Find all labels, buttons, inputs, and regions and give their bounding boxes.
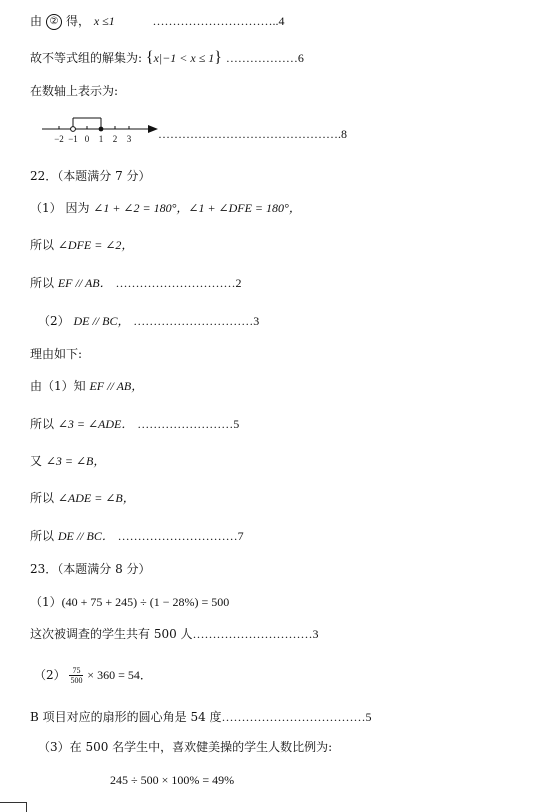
line-22-4 bbox=[38, 313, 259, 329]
angle-expr: ∠3 = ∠B， bbox=[45, 454, 106, 468]
number-line-tick-label: 0 bbox=[84, 134, 90, 144]
number-line-tick-label: −1 bbox=[68, 134, 78, 144]
step-label: 由（1）知 bbox=[30, 379, 86, 393]
line-22-8 bbox=[30, 453, 105, 469]
score-dots: ………………………………5 bbox=[221, 710, 372, 724]
line-23-5 bbox=[38, 739, 332, 755]
prefix-text: 由 bbox=[30, 14, 43, 28]
line-23-1 bbox=[30, 594, 229, 610]
calc-expr: × 360 = 54． bbox=[87, 668, 152, 682]
number-line-tick-label: 1 bbox=[98, 134, 104, 144]
step-label: 所以 bbox=[30, 238, 55, 252]
parallel-expr: DE // BC． bbox=[57, 529, 114, 543]
number-line-diagram bbox=[40, 114, 160, 148]
score-dots: ………………6 bbox=[225, 51, 304, 65]
open-point-minus-one bbox=[71, 127, 76, 132]
closed-point-one bbox=[99, 127, 104, 132]
step-label: （1） 因为 bbox=[30, 201, 90, 215]
line-23-2 bbox=[30, 626, 319, 642]
answer-text: B 项目对应的扇形的圆心角是 54 度 bbox=[30, 710, 222, 724]
step-label: （1） bbox=[30, 595, 62, 609]
score-dots: ……………………5 bbox=[137, 417, 240, 431]
angle-expr: ∠ADE = ∠B， bbox=[57, 491, 135, 505]
angle-expr: ∠1 + ∠2 = 180°，∠1 + ∠DFE = 180°， bbox=[93, 201, 301, 215]
question-22-header bbox=[30, 168, 151, 184]
line-22-2 bbox=[30, 237, 133, 253]
fraction-numerator: 75 bbox=[69, 666, 83, 676]
line-solution-set bbox=[30, 50, 304, 66]
step-label: 所以 bbox=[30, 276, 55, 290]
reason-text: 理由如下: bbox=[30, 347, 83, 361]
line-22-5 bbox=[30, 346, 82, 362]
step-label: 所以 bbox=[30, 529, 55, 543]
number-line-tick-label: 3 bbox=[126, 134, 132, 144]
number-line-tick-label: 2 bbox=[112, 134, 118, 144]
step-label: （2） bbox=[34, 668, 66, 682]
get-text: 得， bbox=[66, 14, 91, 28]
number-line-tick-label: −2 bbox=[54, 134, 64, 144]
step-label: 所以 bbox=[30, 417, 55, 431]
step-label: 所以 bbox=[30, 491, 55, 505]
angle-expr: ∠DFE = ∠2， bbox=[57, 238, 134, 252]
circled-number-2: ② bbox=[46, 14, 62, 30]
parallel-expr: EF // AB， bbox=[89, 379, 144, 393]
line-solution-x bbox=[30, 13, 284, 30]
line-22-6 bbox=[30, 378, 143, 394]
step-label: 又 bbox=[30, 454, 43, 468]
score-dots: …………………………3 bbox=[133, 314, 260, 328]
arrow-right-icon bbox=[148, 125, 158, 133]
inequality-expr: x ≤1 bbox=[93, 14, 115, 28]
step-label: （2） bbox=[38, 314, 70, 328]
parallel-expr: DE // BC， bbox=[73, 314, 130, 328]
line-22-10 bbox=[30, 528, 244, 544]
score-dots: ……………………………………….8 bbox=[158, 127, 347, 141]
fraction bbox=[69, 666, 83, 685]
calc-expr: (40 + 75 + 245) ÷ (1 − 28%) = 500 bbox=[61, 595, 230, 609]
line-23-6 bbox=[110, 772, 234, 788]
line-23-3 bbox=[34, 666, 152, 685]
solution-set-expr: x|−1 < x ≤ 1 bbox=[153, 51, 215, 65]
number-line-label: 在数轴上表示为: bbox=[30, 84, 119, 98]
question-header-text: 22．（本题满分 7 分） bbox=[30, 169, 151, 183]
answer-text: 这次被调查的学生共有 500 人 bbox=[30, 627, 193, 641]
line-number-line-score bbox=[158, 126, 347, 142]
score-dots: …………………………2 bbox=[115, 276, 242, 290]
brace-open: { bbox=[145, 49, 154, 66]
line-22-7 bbox=[30, 416, 239, 432]
score-dots: …………………………3 bbox=[192, 627, 319, 641]
score-dots: …………………………..4 bbox=[152, 14, 285, 28]
question-23-header bbox=[30, 561, 151, 577]
line-22-1 bbox=[30, 200, 301, 216]
parallel-expr: EF // AB． bbox=[57, 276, 112, 290]
brace-close: } bbox=[214, 49, 222, 66]
calc-expr: 245 ÷ 500 × 100% = 49% bbox=[110, 773, 235, 787]
line-22-9 bbox=[30, 490, 135, 506]
angle-expr: ∠3 = ∠ADE． bbox=[57, 417, 134, 431]
line-22-3 bbox=[30, 275, 241, 291]
score-dots: …………………………7 bbox=[117, 529, 244, 543]
line-number-line-intro bbox=[30, 83, 118, 99]
question-text: （3）在 500 名学生中，喜欢健美操的学生人数比例为: bbox=[38, 740, 333, 754]
fraction-denominator: 500 bbox=[70, 676, 83, 685]
line-23-4 bbox=[30, 709, 372, 725]
solution-set-label: 故不等式组的解集为: bbox=[30, 51, 143, 65]
question-header-text: 23．（本题满分 8 分） bbox=[30, 562, 151, 576]
